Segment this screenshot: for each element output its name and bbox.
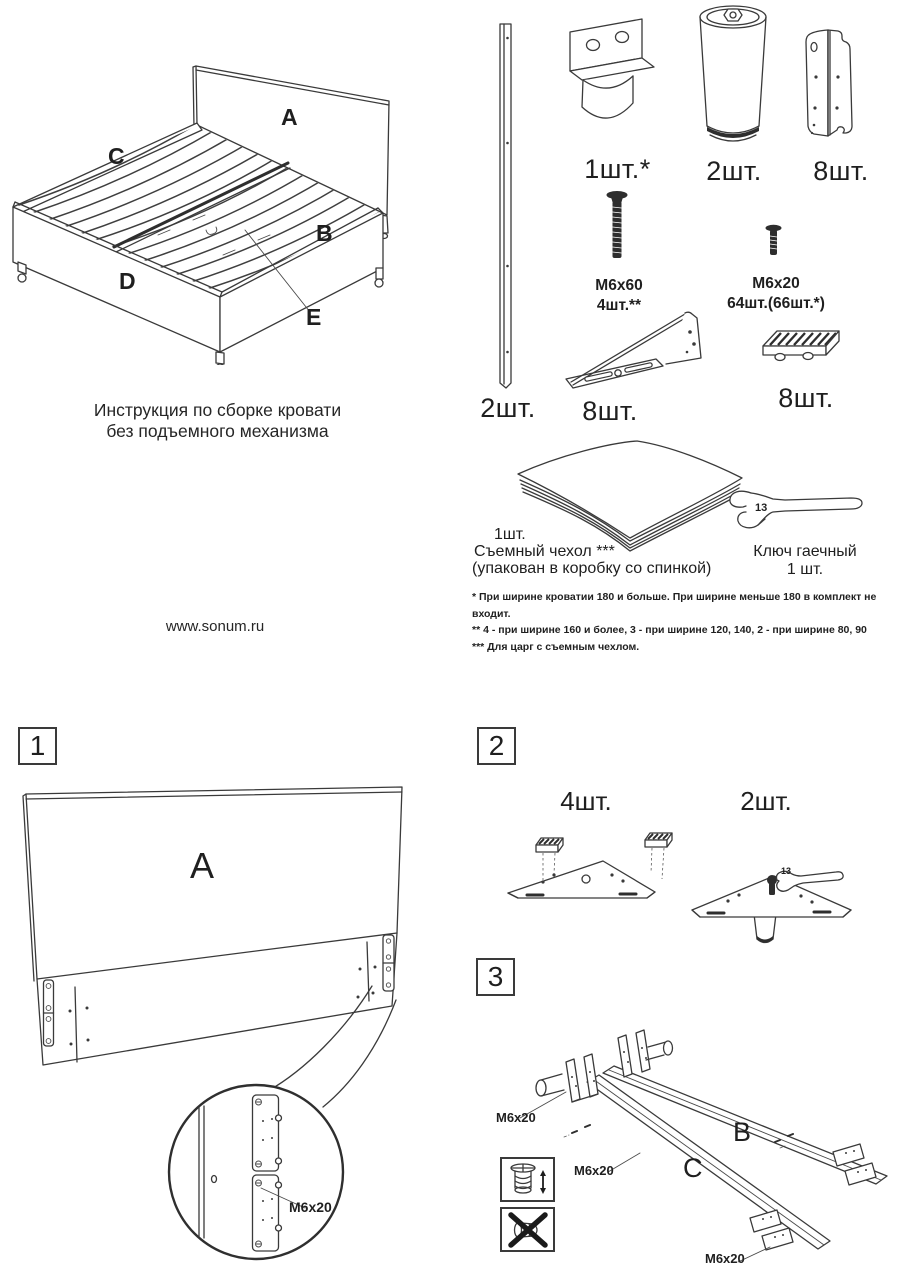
cover-note: (упакован в коробку со спинкой) <box>472 560 712 577</box>
rail-b-end-brackets <box>618 1030 673 1077</box>
triangle-bracket-qty: 8шт. <box>582 396 638 426</box>
screw-qty: 64шт.(66шт.*) <box>727 295 825 312</box>
step3-screw-label-mid: M6x20 <box>574 1163 614 1178</box>
step1-panel-label: A <box>190 845 215 886</box>
step1-number: 1 <box>29 730 46 761</box>
bolt-qty: 4шт.** <box>596 297 642 314</box>
step1-headboard-illustration <box>15 780 435 1275</box>
bed-label-headboard: A <box>281 104 298 130</box>
glide-left <box>536 838 563 852</box>
leg-qty: 2шт. <box>706 156 762 186</box>
footnote-2: ** 4 - при ширине 160 и более, 3 - при ширине 120, 140, 2 - при ширине 80, 90 <box>472 624 867 636</box>
step3-screw-label-bottom: M6x20 <box>705 1251 745 1266</box>
triangle-bracket-part <box>566 312 701 388</box>
long-rail-part <box>500 24 511 388</box>
center-support-bracket-part <box>570 19 654 118</box>
footnotes <box>472 589 896 655</box>
glide-qty: 8шт. <box>778 383 834 413</box>
screw-with-clearance-icon <box>505 1161 551 1199</box>
wrench-size-label: 13 <box>755 502 768 514</box>
center-bracket-qty: 1шт.* <box>584 154 651 184</box>
step1-number-box <box>18 727 57 765</box>
do-not-tighten-warning-box <box>500 1207 555 1252</box>
step2-right-qty: 2шт. <box>740 786 792 816</box>
glide-block-part <box>763 331 839 361</box>
attached-leg <box>754 914 776 943</box>
screw-m6x20-part <box>766 225 782 255</box>
step2-number: 2 <box>488 730 505 761</box>
step3-screw-label-left: M6x20 <box>496 1110 536 1125</box>
rail-c <box>587 1075 830 1249</box>
do-not-fully-tighten-icon <box>505 1211 551 1249</box>
bolt-size-label: M6x60 <box>595 277 643 294</box>
page-title-line2: без подъемного механизма <box>106 421 329 441</box>
step2-left-qty: 4шт. <box>560 786 612 816</box>
step3-rail-b-label: B <box>733 1117 752 1147</box>
cover-qty: 1шт. <box>494 526 526 543</box>
step2-bracket-with-leg <box>688 852 858 944</box>
cover-name: Съемный чехол *** <box>474 543 615 560</box>
headboard-panel <box>193 66 389 239</box>
long-rail-qty: 2шт. <box>480 393 536 423</box>
step2-number-box <box>477 727 516 765</box>
footnote-1: * При ширине кроватии 180 и больше. При ширине меньше 180 в комплект не входит. <box>472 591 877 620</box>
wrench-name: Ключ гаечный <box>753 543 857 560</box>
step2-bracket-with-glides <box>505 832 675 917</box>
wrench-part <box>730 491 862 528</box>
screw-clearance-warning-box <box>500 1157 555 1202</box>
cover-stack-part <box>518 441 742 551</box>
step2-wrench-size: 13 <box>781 866 792 876</box>
footnote-3: *** Для царг с съемным чехлом. <box>472 640 640 653</box>
corner-angle-qty: 8шт. <box>813 156 869 186</box>
screw-size-label: M6x20 <box>752 275 800 292</box>
bed-label-left-rail: C <box>108 143 125 169</box>
glide-right <box>645 833 672 847</box>
step3-number: 3 <box>487 961 504 992</box>
page-title <box>60 400 375 442</box>
rail-c-end-brackets <box>536 1054 598 1102</box>
bed-label-front-rail: D <box>119 268 136 294</box>
step3-rail-c-label: C <box>683 1153 703 1183</box>
bed-label-slats: E <box>306 304 322 330</box>
step3-number-box <box>476 958 515 996</box>
website-url: www.sonum.ru <box>165 618 265 635</box>
page-title-line1: Инструкция по сборке кровати <box>93 400 342 420</box>
bed-assembled-illustration <box>8 50 403 365</box>
bolt-m6x60-part <box>607 191 628 258</box>
step1-screw-label: M6x20 <box>289 1199 332 1215</box>
corner-angle-part <box>806 30 852 136</box>
bed-leg-part <box>700 6 766 141</box>
wrench-qty: 1 шт. <box>786 561 824 578</box>
bed-label-right-rail: B <box>316 220 333 246</box>
detail-callout <box>169 986 396 1259</box>
